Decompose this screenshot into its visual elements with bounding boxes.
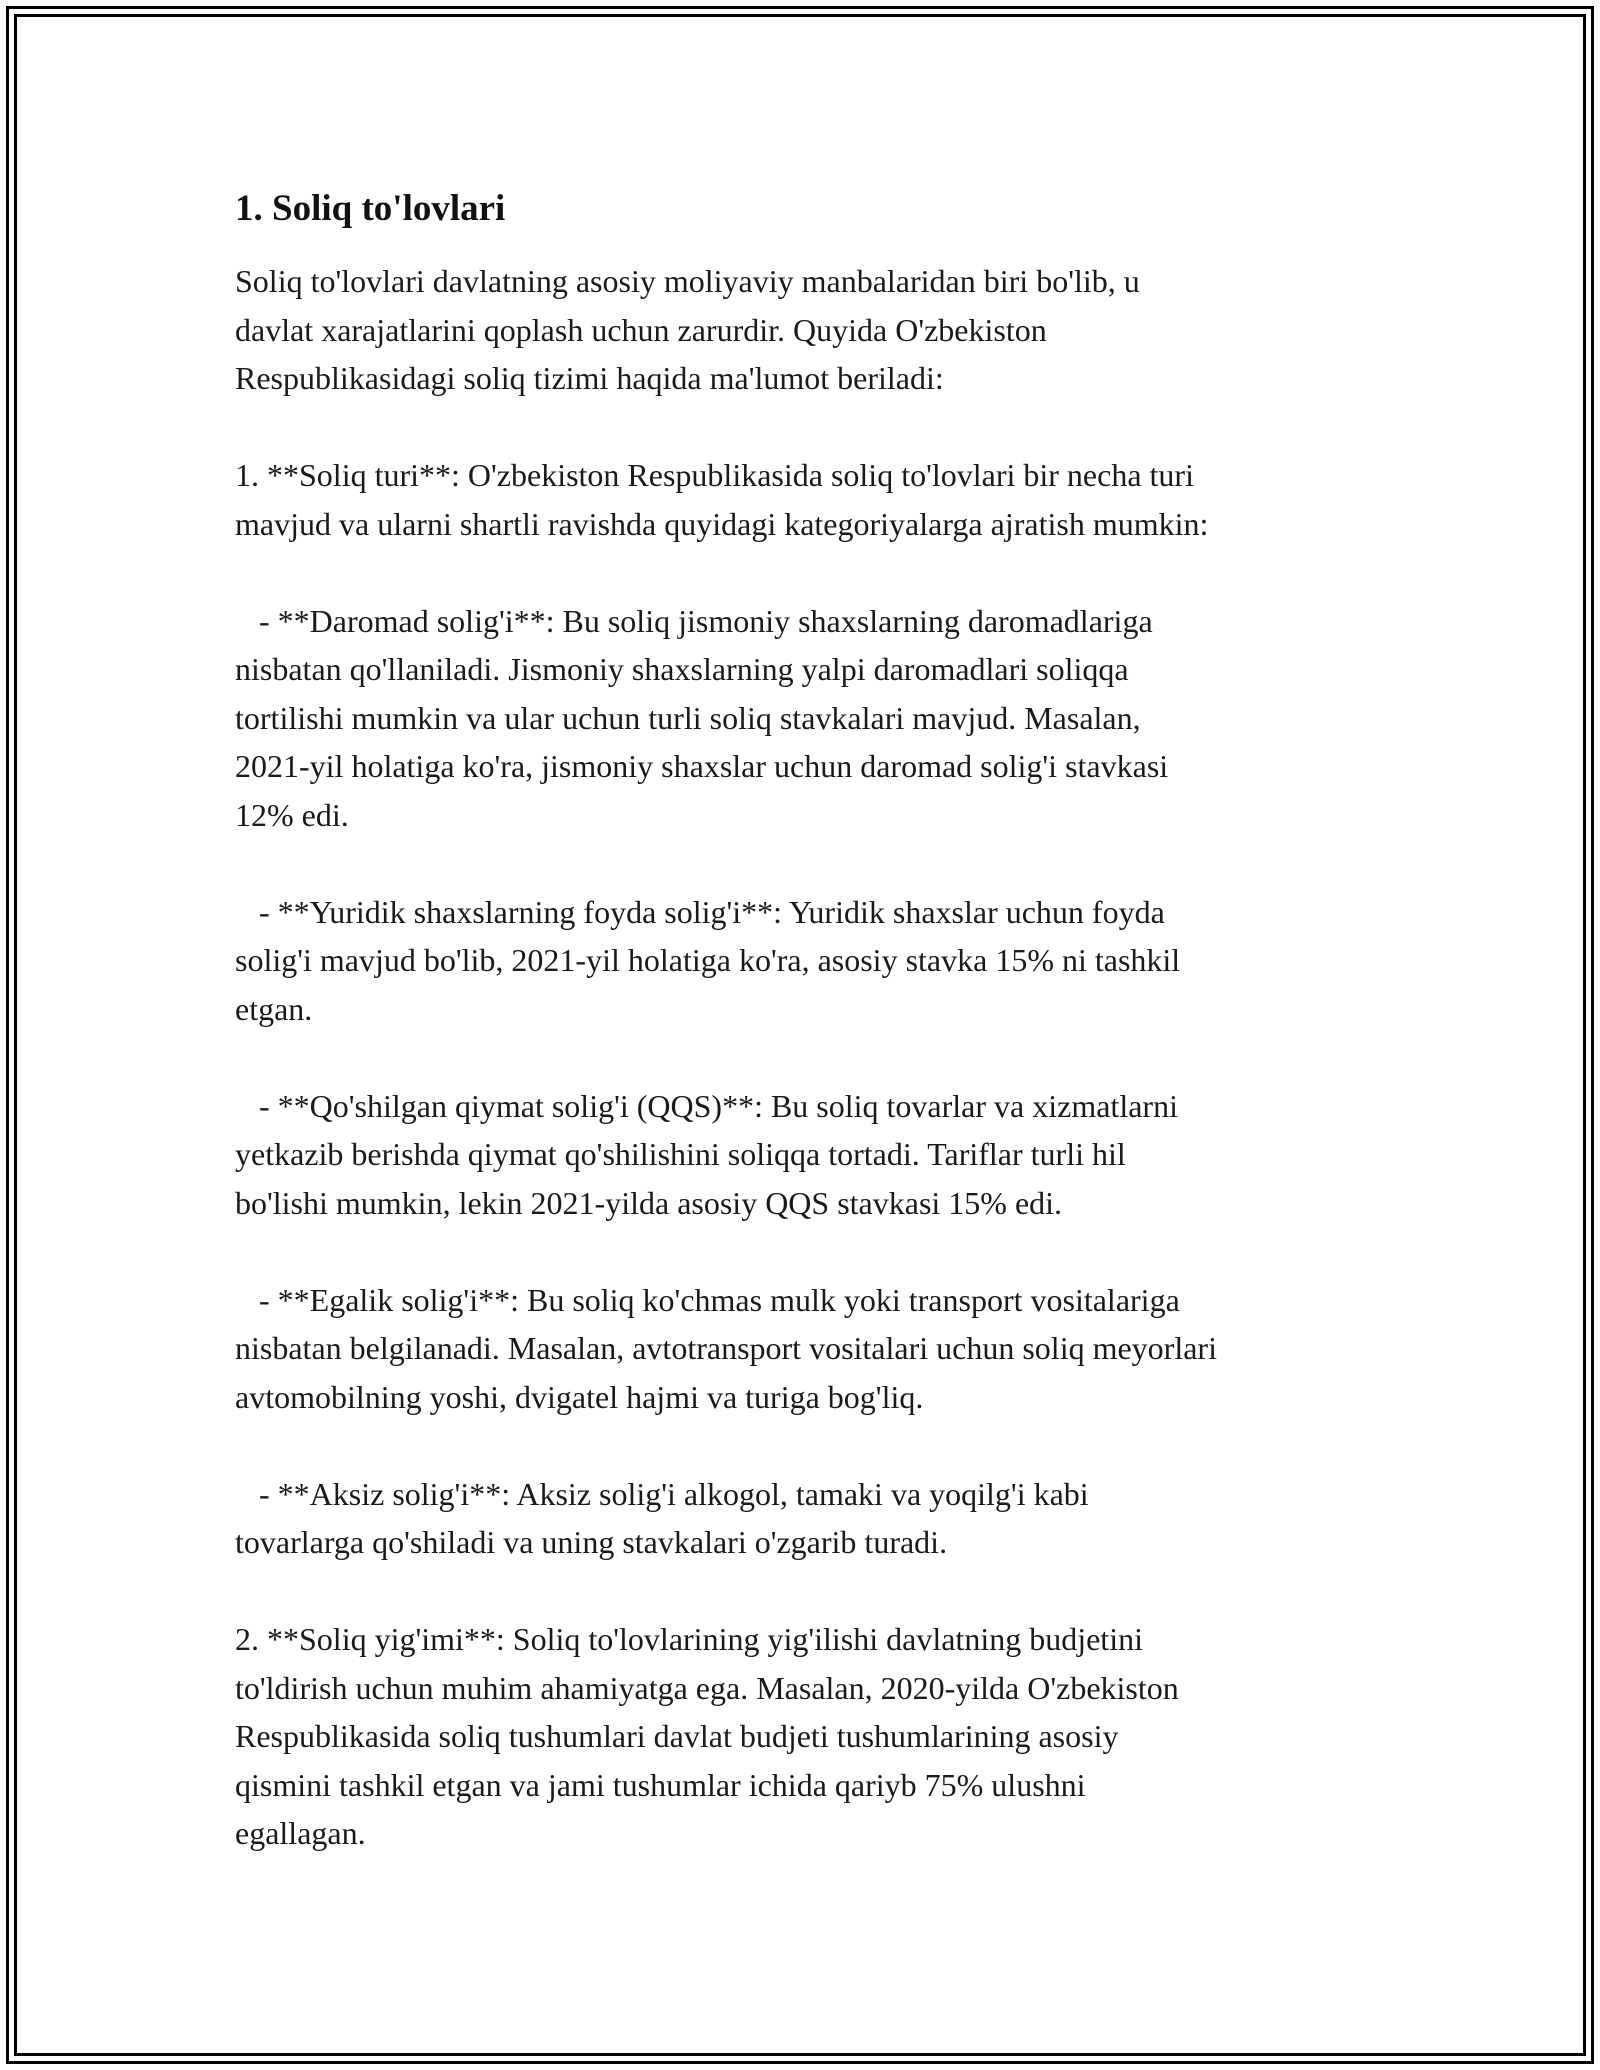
document-content xyxy=(235,185,1375,1858)
body-text: Soliq to'lovlari davlatning asosiy moliyaviy manbalaridan biri bo'lib, u davlat xarajatlarini qoplash uchun zarurdir. Quyida O'zbekiston Respublikasidagi soliq tizimi haqida ma'lumot beriladi: 1. **Soliq turi**: O'zbekiston Respublikasida soliq to'lovlari bir necha turi mavjud va ularni shartli ravishda quyidagi kategoriyalarga ajratish mumkin: - **Daromad solig'i**: Bu soliq jismoniy shaxslarning daromadlariga nisbatan qo'llaniladi. Jismoniy shaxslarning yalpi daromadlari soliqqa tortilishi mumkin va ular uchun turli soliq stavkalari mavjud. Masalan, 2021-yil holatiga ko'ra, jismoniy shaxslar uchun daromad solig'i stavkasi 12% edi. - **Yuridik shaxslarning foyda solig'i**: Yuridik shaxslar uchun foyda solig'i mavjud bo'lib, 2021-yil holatiga ko'ra, asosiy stavka 15% ni tashkil etgan. - **Qo'shilgan qiymat solig'i (QQS)**: Bu soliq tovarlar va xizmatlarni yetkazib berishda qiymat qo'shilishini soliqqa tortadi. Tariflar turli hil bo'lishi mumkin, lekin 2021-yilda asosiy QQS stavkasi 15% edi. - **Egalik solig'i**: Bu soliq ko'chmas mulk yoki transport vositalariga nisbatan belgilanadi. Masalan, avtotransport vositalari uchun soliq meyorlari avtomobilning yoshi, dvigatel hajmi va turiga bog'liq. - **Aksiz solig'i**: Aksiz solig'i alkogol, tamaki va yoqilg'i kabi tovarlarga qo'shiladi va uning stavkalari o'zgarib turadi. 2. **Soliq yig'imi**: Soliq to'lovlarining yig'ilishi davlatning budjetini to'ldirish uchun muhim ahamiyatga ega. Masalan, 2020-yilda O'zbekiston Respublikasida soliq tushumlari davlat budjeti tushumlarining asosiy qismini tashkil etgan va jami tushumlar ichida qariyb 75% ulushni egallagan. xyxy=(235,263,1217,1851)
section-heading: 1. Soliq to'lovlari xyxy=(235,188,506,229)
